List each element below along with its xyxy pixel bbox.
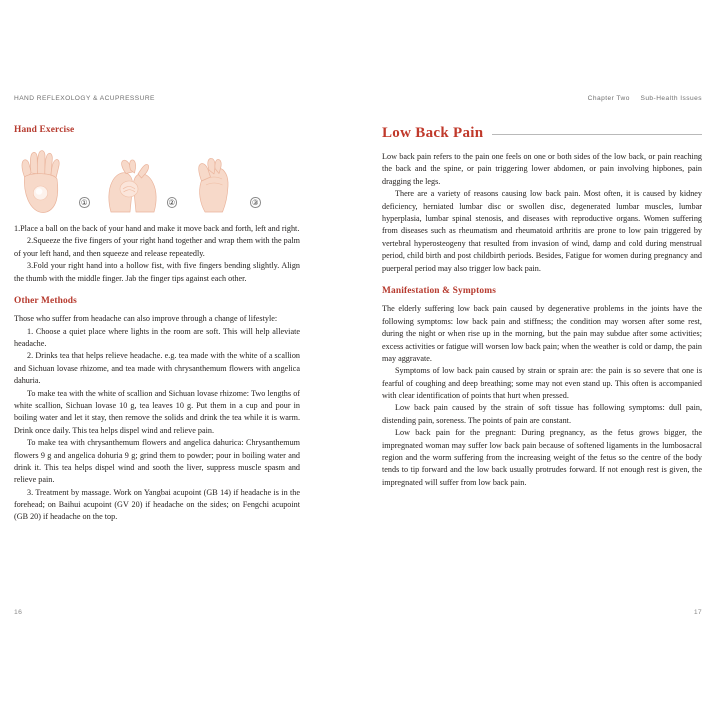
other-methods-heading: Other Methods xyxy=(14,295,77,306)
other-methods-paragraph-1: Those who suffer from headache can also improve through a change of lifestyle: xyxy=(14,314,278,324)
open-palm-with-ball-icon xyxy=(14,148,76,214)
other-methods-body xyxy=(14,313,300,524)
hand-exercise-step-1: 1.Place a ball on the back of your hand and make it move back and forth, left and right. xyxy=(14,223,300,233)
running-head-chapter: Chapter Two xyxy=(587,95,630,102)
folio-right: 17 xyxy=(693,609,702,616)
manifestation-paragraph-3: Low back pain caused by the strain of soft tissue has following symptoms: dull pain, distending pain, soreness. The points of pain are constant. xyxy=(382,403,702,425)
other-methods-paragraph-2: 1. Choose a quiet place where lights in the room are soft. This will help alleviate headache. xyxy=(14,326,300,349)
figure-2 xyxy=(102,142,178,214)
other-methods-paragraph-6: 3. Treatment by massage. Work on Yangbai acupoint (GB 14) if headache is in the forehead; on Baihui acupoint (GV 20) if headache on the sides; on Fengchi acupoint (GB 20) if headache on the top. xyxy=(14,487,300,522)
right-page xyxy=(360,0,720,720)
hand-exercise-figures xyxy=(14,142,300,214)
page-title: Low Back Pain xyxy=(382,124,484,141)
section-title-row xyxy=(382,125,702,142)
running-head-left: HAND REFLEXOLOGY & ACUPRESSURE xyxy=(14,95,155,102)
figure-1 xyxy=(14,142,90,214)
intro-paragraph-2: There are a variety of reasons causing low back pain. Most often, it is caused by kidney deficiency, herniated lumbar disc or swollen disc, degenerated lumbar muscles, lumbar hyperplasia, lumbar spinal stenosis, and diseases with reproductive organs. Women suffering from diseases such as rheumatism and rheumatoid arthritis are prone to low pain triggered by vertebral hyperosteogeny that resulted from invasion of wind, damp and cold during menstrual period, child birth and post childbirth periods. Besides, Fatigue for women during pregnancy and puerperal period may also trigger low back pain. xyxy=(382,189,702,273)
figure-1-step-number: ① xyxy=(80,198,88,208)
manifestation-body xyxy=(382,303,702,489)
other-methods-paragraph-3: 2. Drinks tea that helps relieve headache. e.g. tea made with the white of a scallion and Sichuan lovase rhizome, and tea made with chrysanthemum flowers with angelica dahuria. xyxy=(14,351,300,386)
low-back-pain-intro xyxy=(382,151,702,275)
figure-2-step-number: ② xyxy=(168,198,176,208)
running-head-right xyxy=(382,96,702,103)
manifestation-paragraph-1: The elderly suffering low back pain caused by degenerative problems in the joints have the following symptoms: low back pain and stiffness; the condition may worsen after some rest, during the night or when rise up in the morning, but the pain may subdue after some activities; excess activities or fatigue will worsen low back pain; when the weather is cold or damp, the pain may aggravate. xyxy=(382,304,702,363)
hand-exercise-step-2: 2.Squeeze the five fingers of your right hand together and wrap them with the palm of your left hand, and then squeeze and release repeatedly. xyxy=(14,236,300,258)
hand-exercise-body xyxy=(14,223,300,285)
hand-exercise-step-3: 3.Fold your right hand into a hollow fist, with five fingers bending slightly. Align the thumb with the middle finger. Jab the finger tips against each other. xyxy=(14,261,300,283)
title-rule xyxy=(492,134,702,135)
spacer xyxy=(382,275,702,286)
other-methods-paragraph-5: To make tea with chrysanthemum flowers and angelica dahurica: Chrysanthemum flowers 9 g and angelica dohuria 9 g; grind them to powder; pour in boiling water and drink it. This tea helps dispel wind and sooth the liver, suppress muscle spasm and relieve pain. xyxy=(14,438,300,485)
other-methods-paragraph-4: To make tea with the white of scallion and Sichuan lovase rhizome: Two lengths of white scallion, Sichuan lovase 10 g, tea leaves 10 g. Put them in a cup and pour in boiling water and let it stay, then remove the solids and drink the tea while it is warm. Drink once daily. This tea helps dispel wind and relieve pain. xyxy=(14,388,300,435)
running-head-section: Sub-Health Issues xyxy=(640,95,702,102)
hand-exercise-heading: Hand Exercise xyxy=(14,124,75,135)
manifestation-paragraph-4: Low back pain for the pregnant: During pregnancy, as the fetus grows bigger, the impregnated woman may suffer low back pain because of softened ligaments in the lumbosacral region and the worm suffering from the increasing weight of the fetus so the centre of the body tends to tip forward and the low back usually protrudes forward. If not enough rest is given, the impregnated will suffer from low back pain. xyxy=(382,428,702,487)
hollow-fist-icon xyxy=(189,148,247,214)
spacer xyxy=(14,285,300,296)
manifestation-heading: Manifestation & Symptoms xyxy=(382,286,497,296)
two-hands-wrapping-icon xyxy=(102,148,164,214)
figure-3-step-number: ③ xyxy=(251,198,259,208)
folio-left: 16 xyxy=(14,609,23,616)
manifestation-paragraph-2: Symptoms of low back pain caused by strain or sprain are: the pain is so severe that one is fearful of coughing and deep breathing; some may not even stand up. This often is accompanied with clear identification of points that hurt when pressed. xyxy=(382,366,702,401)
figure-3 xyxy=(189,142,261,214)
intro-paragraph-1: Low back pain refers to the pain one feels on one or both sides of the low back, or pain reaching the back and the spine, or pain triggering lower abdomen, or pain involving hipbones, pain dragging the legs. xyxy=(382,152,702,186)
